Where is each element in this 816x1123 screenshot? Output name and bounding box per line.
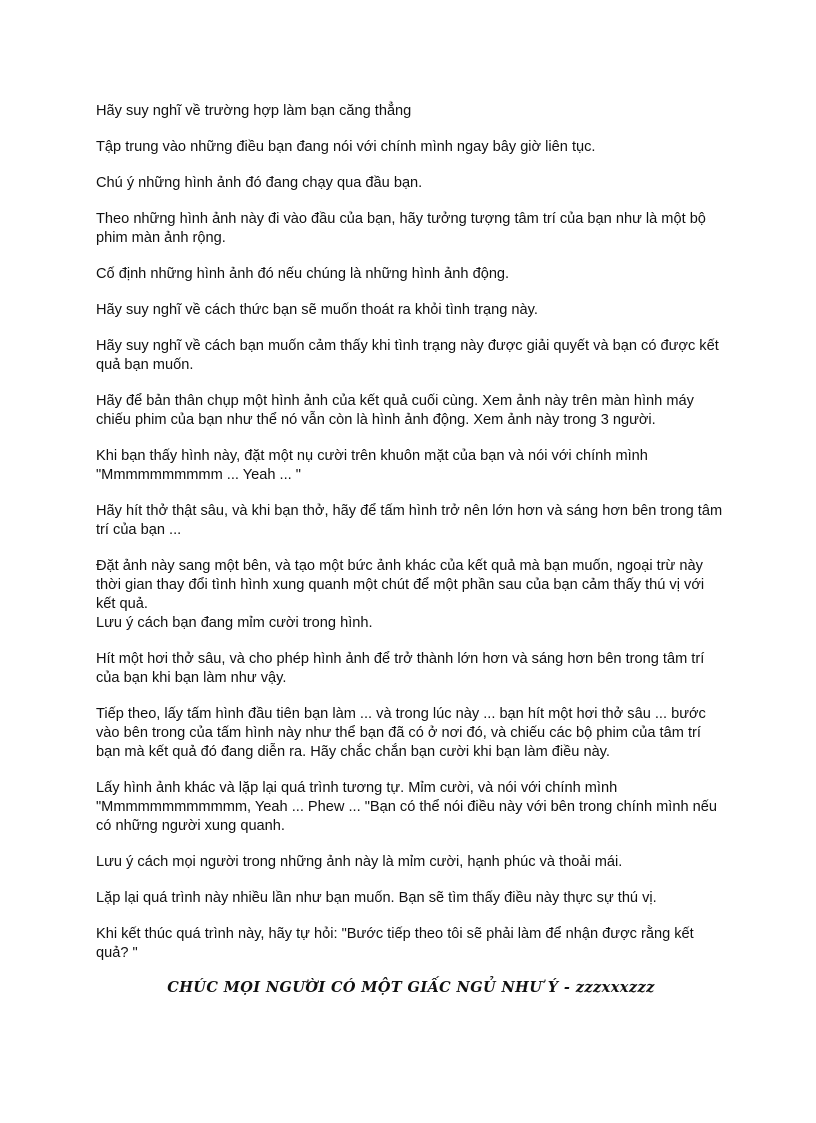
paragraph-13: Hít một hơi thở sâu, và cho phép hình ảnh để trở thành lớn hơn và sáng hơn bên trong tâm trí của bạn khi bạn làm như vậy.: [96, 651, 705, 686]
paragraph-15: Lấy hình ảnh khác và lặp lại quá trình tương tự. Mỉm cười, và nói với chính mình "Mmmmmmmmmmmm, Yeah ... Phew ... "Bạn có thể nói điều này với bên trong chính mình nếu có những người xung quanh.: [96, 780, 717, 834]
paragraph-6: Hãy suy nghĩ về cách thức bạn sẽ muốn thoát ra khỏi tình trạng này.: [96, 302, 538, 318]
paragraph-7: Hãy suy nghĩ về cách bạn muốn cảm thấy khi tình trạng này được giải quyết và bạn có được kết quả bạn muốn.: [96, 338, 719, 373]
paragraph-18: Khi kết thúc quá trình này, hãy tự hỏi: "Bước tiếp theo tôi sẽ phải làm để nhận được rằng kết quả? ": [96, 926, 694, 961]
paragraph-11: Đặt ảnh này sang một bên, và tạo một bức ảnh khác của kết quả mà bạn muốn, ngoại trừ này thời gian thay đổi tình hình xung quanh một chút để một phần sau của bạn cảm thấy thú vị với kết quả.: [96, 558, 705, 612]
paragraph-17: Lặp lại quá trình này nhiều lần như bạn muốn. Bạn sẽ tìm thấy điều này thực sự thú vị.: [96, 890, 657, 906]
paragraph-4: Theo những hình ảnh này đi vào đầu của bạn, hãy tưởng tượng tâm trí của bạn như là một bộ phim màn ảnh rộng.: [96, 211, 706, 246]
paragraph-14: Tiếp theo, lấy tấm hình đầu tiên bạn làm ... và trong lúc này ... bạn hít một hơi thở sâu ... bước vào bên trong của tấm hình này như thể bạn đã có ở nơi đó, và chiếu các bộ phim của tâm trí bạn mà kết quả đó đang diễn ra. Hãy chắc chắn bạn cười khi bạn làm điều này.: [96, 706, 706, 760]
paragraph-9: Khi bạn thấy hình này, đặt một nụ cười trên khuôn mặt của bạn và nói với chính mình "Mmmmmmmmmm ... Yeah ... ": [96, 448, 648, 483]
closing-line: CHÚC MỌI NGƯỜI CÓ MỘT GIẤC NGỦ NHƯ Ý - zzzxxxzzz: [167, 979, 655, 996]
paragraph-16: Lưu ý cách mọi người trong những ảnh này là mỉm cười, hạnh phúc và thoải mái.: [96, 854, 623, 870]
paragraph-1: Hãy suy nghĩ về trường hợp làm bạn căng thẳng: [96, 103, 412, 119]
paragraph-3: Chú ý những hình ảnh đó đang chạy qua đầu bạn.: [96, 175, 423, 191]
paragraph-5: Cố định những hình ảnh đó nếu chúng là những hình ảnh động.: [96, 266, 510, 282]
paragraph-8: Hãy để bản thân chụp một hình ảnh của kết quả cuối cùng. Xem ảnh này trên màn hình máy chiếu phim của bạn như thể nó vẫn còn là hình ảnh động. Xem ảnh này trong 3 người.: [96, 393, 694, 428]
paragraph-10: Hãy hít thở thật sâu, và khi bạn thở, hãy để tấm hình trở nên lớn hơn và sáng hơn bên trong tâm trí của bạn ...: [96, 503, 723, 538]
document-body: [96, 102, 726, 980]
paragraph-2: Tập trung vào những điều bạn đang nói với chính mình ngay bây giờ liên tục.: [96, 139, 596, 155]
paragraph-12: Lưu ý cách bạn đang mỉm cười trong hình.: [96, 615, 373, 631]
